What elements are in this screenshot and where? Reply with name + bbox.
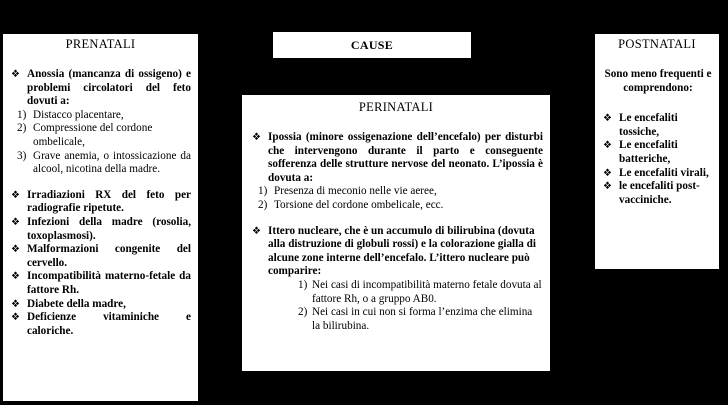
postnatali-box [594,33,720,270]
prenatali-title: PRENATALI [65,37,136,51]
bullet-icon: ❖ [11,271,20,283]
bullet-icon: ❖ [603,167,612,179]
postnatali-bullet: ❖ Le encefaliti virali, [603,166,709,179]
bullet-icon: ❖ [11,69,20,80]
prenatali-anossia-item: 2) Compressione del cordone ombelicale, [17,122,153,148]
bullet-icon: ❖ [603,181,612,193]
postnatali-intro: Sono meno frequenti e comprendono: [604,68,712,94]
bullet-icon: ❖ [11,189,20,201]
prenatali-bullet: ❖ Incompatibilità materno-fetale da fattore Rh. [11,270,191,296]
bullet-icon: ❖ [252,132,261,143]
cause-box [272,31,472,59]
bullet-icon: ❖ [252,225,261,237]
prenatali-bullet: ❖ Deficienze vitaminiche e caloriche. [11,311,191,337]
prenatali-anossia: ❖ Anossia (mancanza di ossigeno) e problemi circolatori del feto dovuti a: [11,68,191,108]
bullet-icon: ❖ [603,140,612,152]
bullet-icon: ❖ [11,312,20,324]
prenatali-bullet: ❖ Diabete della madre, [11,297,126,310]
perinatali-ittero-item: 2) Nei casi in cui non si forma l’enzima che elimina la bilirubina. [298,306,533,332]
bullet-icon: ❖ [11,244,20,256]
prenatali-bullet: ❖ Malformazioni congenite del cervello. [11,243,191,269]
perinatali-ipossia-item: 2) Torsione del cordone ombelicale, ecc. [258,198,444,211]
postnatali-bullet: ❖ le encefaliti post-vacciniche. [603,180,700,206]
bullet-icon: ❖ [11,298,20,310]
bullet-icon: ❖ [11,216,20,228]
prenatali-bullet: ❖ Infezioni della madre (rosolia, toxoplasmosi). [11,215,191,242]
bullet-icon: ❖ [603,113,612,125]
prenatali-anossia-item: 1) Distacco placentare, [17,108,124,121]
postnatali-bullet: ❖ Le encefaliti batteriche, [603,139,678,165]
perinatali-ittero: ❖ Ittero nucleare, che è un accumulo di bilirubina (dovuta alla distruzione di globuli rossi) e la colorazione gialla di alcune zone interne dell’encefalo. L’ittero nucleare può comparire: [252,224,536,278]
postnatali-title: POSTNATALI [618,37,696,51]
perinatali-ipossia-item: 1) Presenza di meconio nelle vie aeree, [258,185,437,198]
prenatali-bullet: ❖ Irradiazioni RX del feto per radiografie ripetute. [11,188,191,215]
perinatali-title: PERINATALI [358,100,434,114]
prenatali-anossia-item: 3) Grave anemia, o intossicazione da alcool, nicotina della madre. [17,149,191,176]
perinatali-ittero-item: 1) Nei casi di incompatibilità materno fetale dovuta al fattore Rh, o a gruppo AB0. [298,278,542,305]
postnatali-bullet: ❖ Le encefaliti tossiche, [603,112,678,138]
perinatali-ipossia: ❖ Ipossia (minore ossigenazione dell’encefalo) per disturbi che intervengono durante il parto e conseguente sofferenza delle strutture nervose del neonato. L’ipossia è dovuta a: [252,131,543,184]
cause-title: CAUSE [350,38,394,52]
prenatali-box [2,33,199,402]
perinatali-box [241,94,551,372]
